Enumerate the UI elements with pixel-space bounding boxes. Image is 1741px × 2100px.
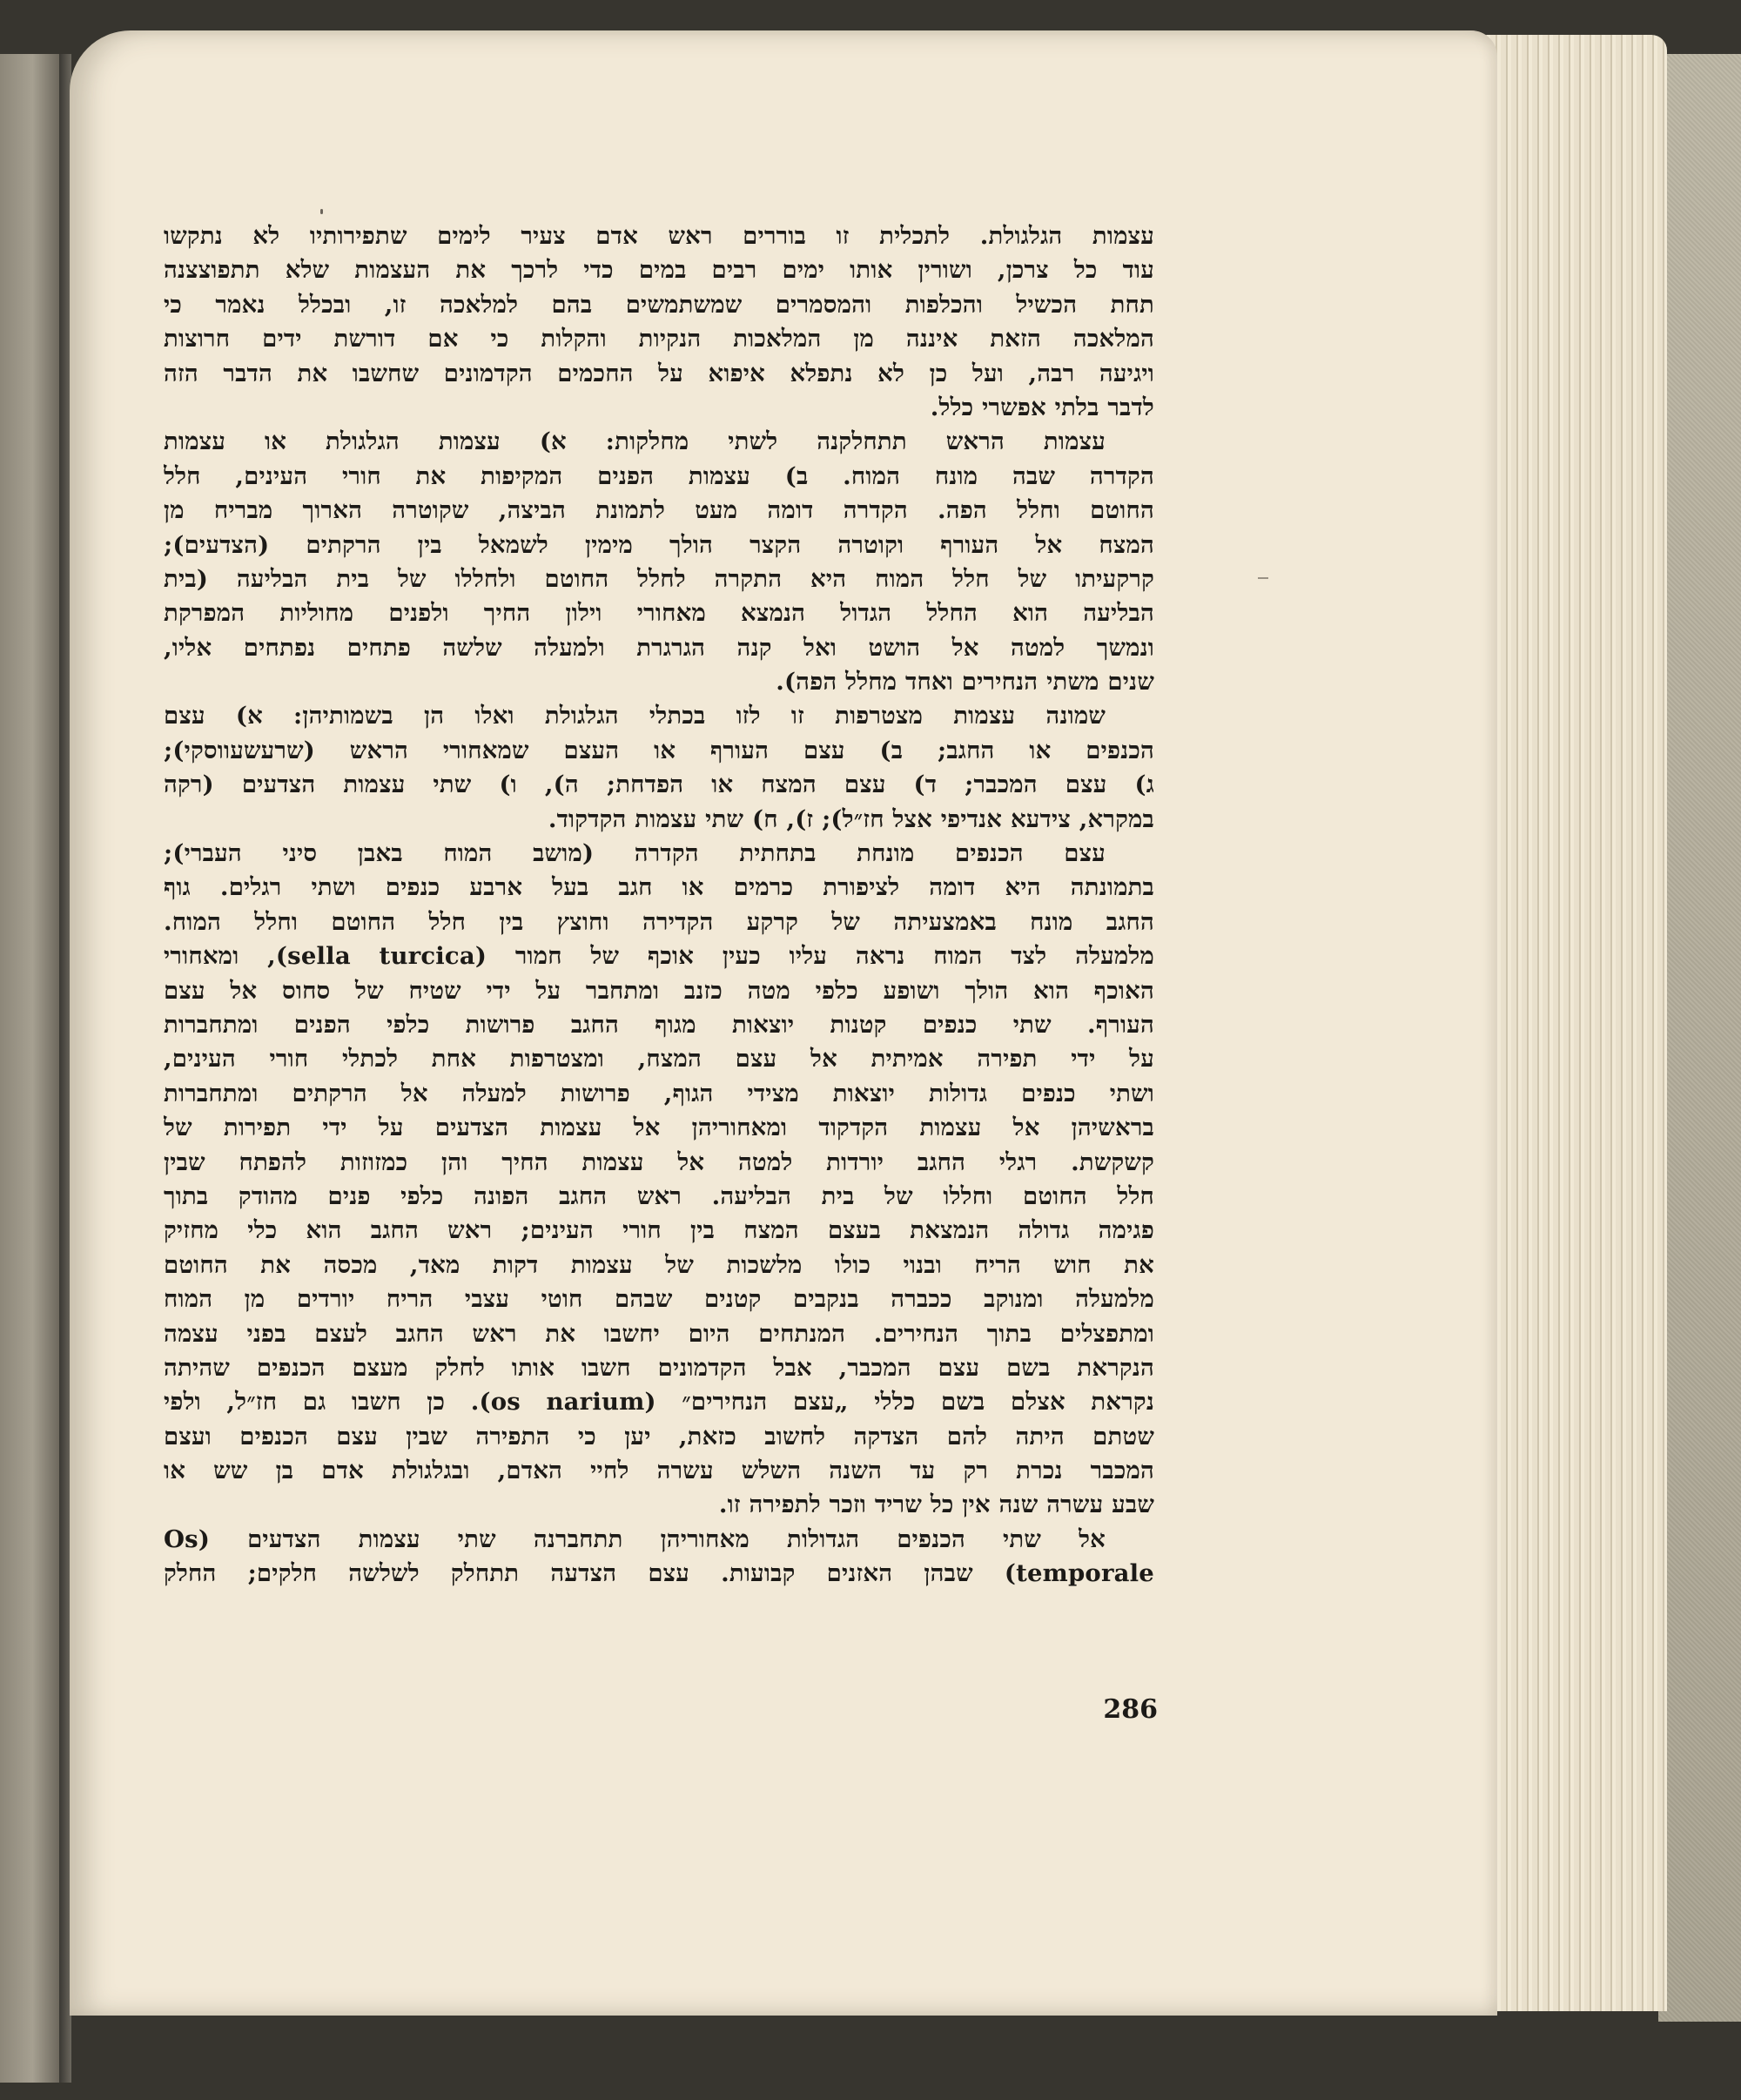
right-book-cover bbox=[1658, 54, 1741, 2022]
text-line: שבע עשרה שנה אין כל שריד וזכר לתפירה זו. bbox=[718, 1491, 1154, 1519]
text-line: מלמעלה לצד המוח נראה עליו כעין אוכף של חמור (sella turcica), ומאחורי bbox=[164, 942, 1154, 971]
text-line: אל שתי הכנפים הגדולות מאחוריהן תתחברנה שתי עצמות הצדעים (Os bbox=[164, 1525, 1106, 1553]
text-line: הקדרה שבה מונח המוח. ב) עצמות הפנים המקיפות את חורי העינים, חלל bbox=[164, 461, 1154, 490]
text-line: חלל החוטם וחללו של בית הבליעה. ראש החגב הפונה כלפי פנים מהודק בתוך bbox=[164, 1181, 1154, 1210]
text-line: העורף. שתי כנפים קטנות יוצאות מגוף החגב פרושות כלפי הפנים ומתחברות bbox=[164, 1010, 1154, 1039]
text-line: הכנפים או החגב; ב) עצם העורף או העצם שמאחורי הראש (שרעשעווסקי); bbox=[164, 736, 1154, 764]
text-line: המכבר נכרת רק עד השנה השלש עשרה לחיי האדם, ובגלגולת אדם בן שש או bbox=[164, 1457, 1154, 1485]
text-line: ושתי כנפים גדולות יוצאות מצידי הגוף, פרושות למעלה אל הרקתים ומתחברות bbox=[164, 1079, 1154, 1107]
page-edges bbox=[1480, 35, 1667, 2011]
text-line: את חוש הריח ובנוי כולו מלשכות של עצמות דקות מאד, מכסה את החוטם bbox=[164, 1250, 1154, 1279]
text-line: הבליעה הוא החלל הגדול הנמצא מאחורי וילון החיך ולפנים מחוליות המפרקת bbox=[164, 599, 1154, 628]
text-line: המצח אל העורף וקוטרה הקצר הולך מימין לשמאל בין הרקתים (הצדעים); bbox=[164, 530, 1154, 559]
text-line: מלמעלה ומנוקב ככברה בנקבים קטנים שבהם חוטי עצבי הריח יורדים מן המוח bbox=[164, 1285, 1154, 1314]
text-line: לדבר בלתי אפשרי כלל. bbox=[930, 393, 1154, 421]
text-line: בתמונתה היא דומה לציפורת כרמים או חגב בעל ארבע כנפים ושתי רגלים. גוף bbox=[164, 873, 1154, 902]
paper-speck bbox=[320, 209, 323, 214]
left-book-cover bbox=[0, 54, 59, 2083]
text-line: עוד כל צרכן, ושורין אותו ימים רבים במים כדי לרכך את העצמות שלא תתפוצצנה bbox=[164, 256, 1154, 285]
text-line: עצם הכנפים מונחת בתחתית הקדרה (מושב המוח באבן סיני העברי); bbox=[164, 839, 1106, 868]
page-number: 286 bbox=[1103, 1694, 1158, 1725]
text-line: במקרא, צידעא אנדיפי אצל חז״ל); ז), ח) שתי עצמות הקדקוד. bbox=[548, 804, 1154, 833]
text-line: עצמות הראש תתחלקנה לשתי מחלקות: א) עצמות הגלגולת או עצמות bbox=[164, 427, 1106, 456]
text-line: שטתם היתה להם הצדקה לחשוב כזאת, יען כי התפירה שבין עצם הכנפים ועצם bbox=[164, 1422, 1154, 1450]
text-line: פגימה גדולה הנמצאת בעצם המצח בין חורי העינים; ראש החגב הוא כלי מחזיק bbox=[164, 1216, 1154, 1245]
text-line: temporale) שבהן האזנים קבועות. עצם הצדעה תתחלק לשלשה חלקים; החלק bbox=[164, 1559, 1154, 1588]
text-line: האוכף הוא הולך ושופע כלפי מטה כזנב ומתחבר על ידי שטיח של סחוס אל עצם bbox=[164, 976, 1154, 1005]
text-line: החוטם וחלל הפה. הקדרה דומה מעט לתמונת הביצה, שקוטרה הארוך מבריח מן bbox=[164, 496, 1154, 525]
text-line: שנים משתי הנחירים ואחד מחלל הפה). bbox=[776, 668, 1154, 697]
text-line: ונמשך למטה אל הושט ואל קנה הגרגרת ולמעלה שלשה פתחים נפתחים אליו, bbox=[164, 633, 1154, 662]
text-line: נקראת אצלם בשם כללי „עצם הנחירים״ (os narium). כן חשבו גם חז״ל, ולפי bbox=[164, 1388, 1154, 1417]
text-line: קרקעיתו של חלל המוח היא התקרה לחלל החוטם ולחללו של בית הבליעה (בית bbox=[164, 564, 1154, 593]
text-line: ג) עצם המכבר; ד) עצם המצח או הפדחת; ה), ו) שתי עצמות הצדעים (רקה bbox=[164, 771, 1154, 799]
text-line: על ידי תפירה אמיתית אל עצם המצח, ומצטרפות אחת לכתלי חורי העינים, bbox=[164, 1045, 1154, 1074]
text-line: קשקשת. רגלי החגב יורדות למטה אל עצמות החיך והן כמזוזות להפתח שבין bbox=[164, 1148, 1154, 1176]
text-line: המלאכה הזאת איננה מן המלאכות הנקיות והקלות כי אם דורשת ידים חרוצות bbox=[164, 325, 1154, 353]
text-line: החגב מונח באמצעיתה של קרקע הקדירה וחוצץ בין חלל החוטם וחלל המוח. bbox=[164, 907, 1154, 936]
margin-mark bbox=[1258, 577, 1268, 579]
text-line: ויגיעה רבה, ועל כן לא נתפלא איפוא על החכמים הקדמונים שחשבו את הדבר הזה bbox=[164, 359, 1154, 387]
body-text bbox=[164, 219, 1154, 1592]
text-line: ומתפצלים בתוך הנחירים. המנתחים היום יחשבו את ראש החגב לעצם בפני עצמה bbox=[164, 1319, 1154, 1348]
text-line: תחת הכשיל והכלפות והמסמרים שמשתמשים בהם למלאכה זו, ובכלל נאמר כי bbox=[164, 290, 1154, 319]
text-line: הנקראת בשם עצם המכבר, אבל הקדמונים חשבו אותו לחלק מעצם הכנפים שהיתה bbox=[164, 1353, 1154, 1382]
text-line: בראשיהן אל עצמות הקדקוד ומאחוריהן אל עצמות הצדעים על ידי תפירות של bbox=[164, 1114, 1154, 1142]
text-line: עצמות הגלגולת. לתכלית זו בוררים ראש אדם צעיר לימים שתפירותיו לא נתקשו bbox=[164, 222, 1154, 250]
text-line: שמונה עצמות מצטרפות זו לזו בכתלי הגלגולת ואלו הן בשמותיהן: א) עצם bbox=[164, 702, 1106, 730]
